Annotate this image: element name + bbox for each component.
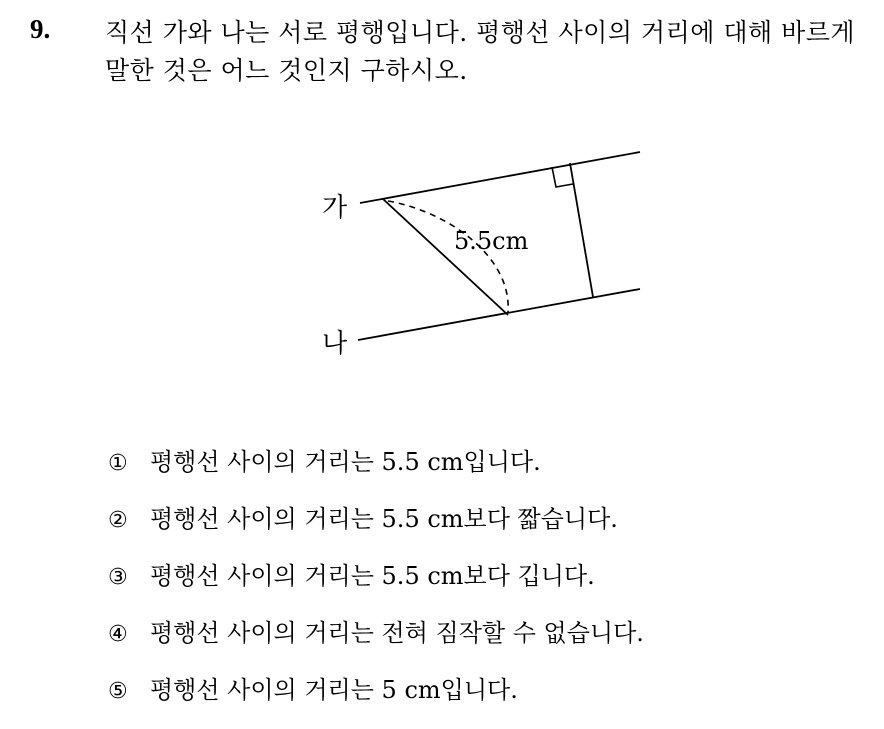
- line-a-label: 가: [322, 193, 348, 223]
- choice-2-text: 평행선 사이의 거리는 5.5 cm보다 짧습니다.: [150, 505, 618, 533]
- choice-3-mark: ③: [108, 565, 128, 590]
- choice-2-mark: ②: [108, 508, 128, 533]
- choice-1-mark: ①: [108, 451, 128, 476]
- segment-length-label: 5.5cm: [454, 227, 529, 255]
- choice-1-text: 평행선 사이의 거리는 5.5 cm입니다.: [150, 448, 541, 476]
- line-b-label: 나: [322, 329, 348, 359]
- choice-3[interactable]: [108, 558, 644, 615]
- question-text: 직선 가와 나는 서로 평행입니다. 평행선 사이의 거리에 대해 바르게 말한 것은 어느 것인지 구하시오.: [105, 18, 856, 85]
- choice-4-mark: ④: [108, 622, 128, 647]
- choice-4-text: 평행선 사이의 거리는 전혀 짐작할 수 없습니다.: [150, 619, 644, 647]
- question-number: 9.: [30, 14, 51, 44]
- answer-choices: [108, 444, 644, 729]
- choice-3-text: 평행선 사이의 거리는 5.5 cm보다 깁니다.: [150, 562, 595, 590]
- choice-2[interactable]: [108, 501, 644, 558]
- choice-1[interactable]: [108, 444, 644, 501]
- line-a: [360, 152, 640, 203]
- choice-4[interactable]: [108, 615, 644, 672]
- choice-5-text: 평행선 사이의 거리는 5 cm입니다.: [150, 676, 518, 704]
- slanted-segment: [383, 199, 508, 315]
- choice-5-mark: ⑤: [108, 679, 128, 704]
- dashed-arc: [388, 201, 508, 312]
- perpendicular-segment: [570, 163, 593, 297]
- right-angle-mark: [552, 167, 573, 187]
- line-b: [358, 289, 640, 340]
- choice-5[interactable]: [108, 672, 644, 729]
